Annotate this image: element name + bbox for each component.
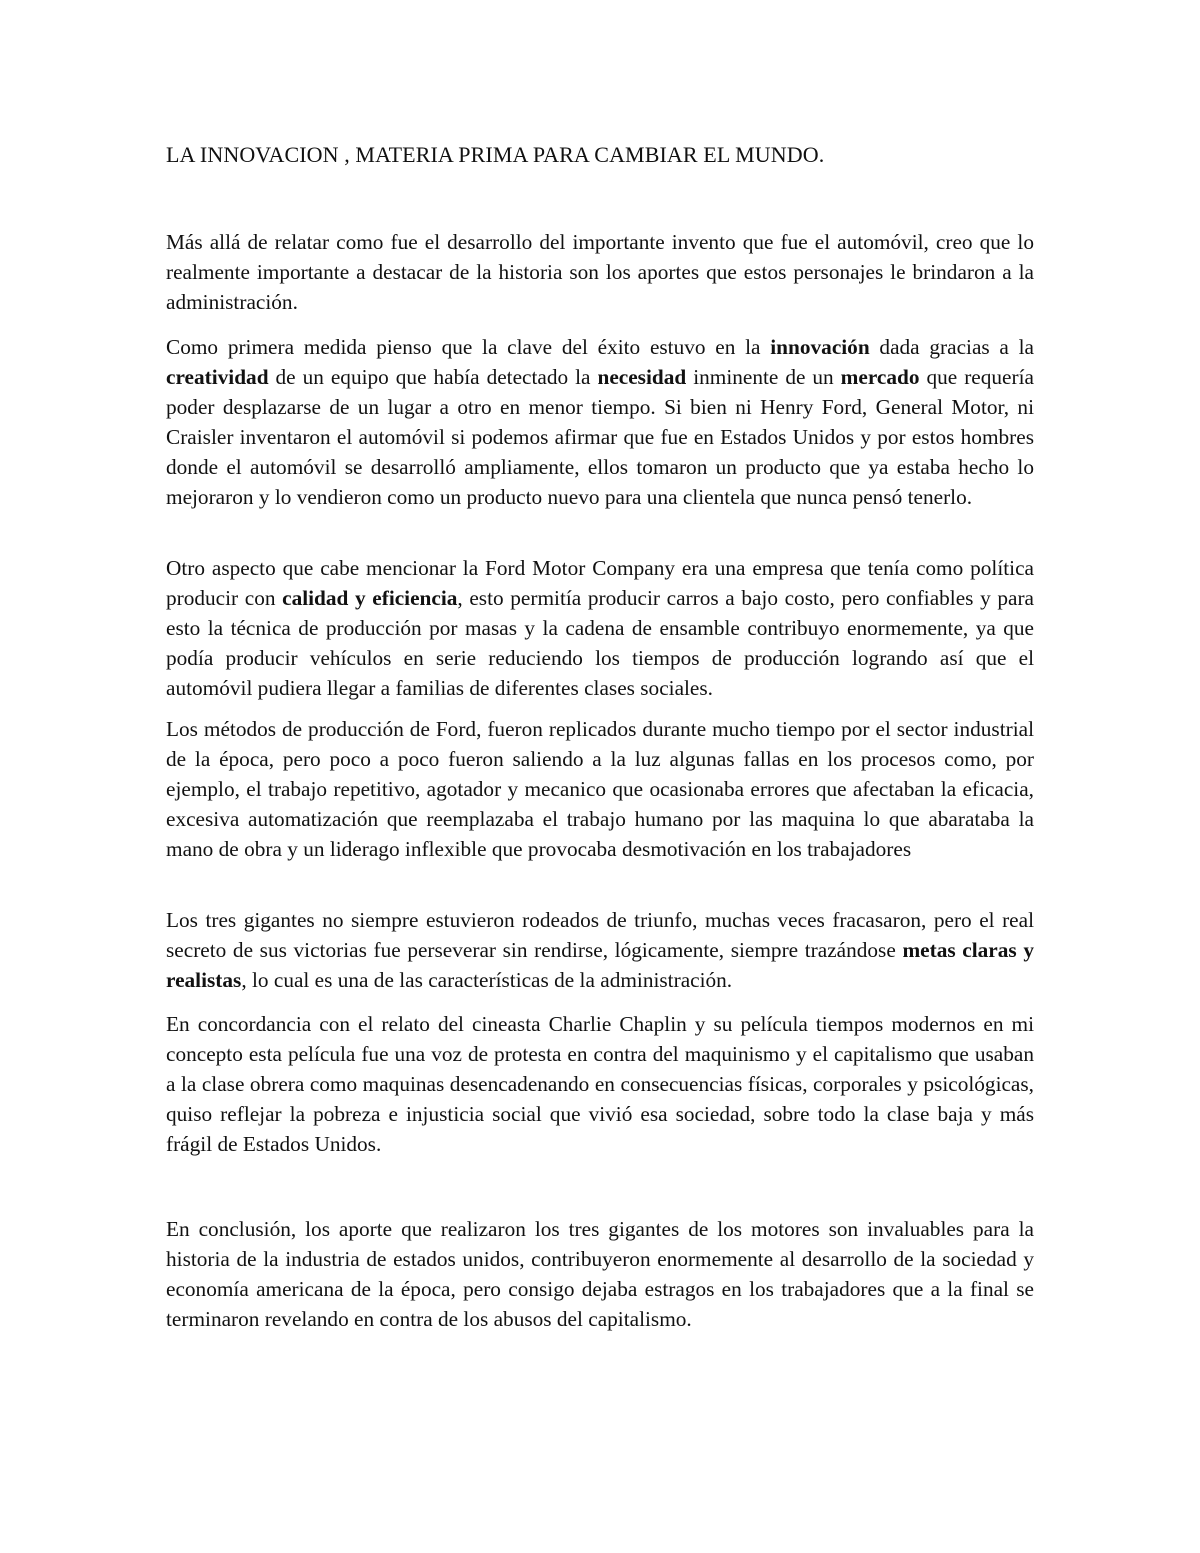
paragraph-text: dada gracias a la (869, 335, 1035, 359)
paragraph-text: En concordancia con el relato del cineasta Charlie Chaplin y su película tiempos modernos en mi concepto esta película fue una voz de protesta en contra del maquinismo y el capitalismo que usaban a la clase obrera como maquinas desencadenando en consecuencias físicas, corporales y psicológicas, quiso reflejar la pobreza e injusticia social que vivió esa sociedad, sobre todo la clase baja y más frágil de Estados Unidos. (166, 1012, 1034, 1156)
bold-term: calidad y eficiencia (282, 586, 458, 610)
paragraph-intro (166, 227, 1034, 317)
paragraph-chaplin (166, 1009, 1034, 1159)
paragraph-text: Como primera medida pienso que la clave del éxito estuvo en la (166, 335, 771, 359)
paragraph-text: Más allá de relatar como fue el desarrollo del importante invento que fue el automóvil, creo que lo realmente importante a destacar de la historia son los aportes que estos personajes le brindaron a la administración. (166, 230, 1034, 314)
paragraph-text: Los métodos de producción de Ford, fueron replicados durante mucho tiempo por el sector industrial de la época, pero poco a poco fueron saliendo a la luz algunas fallas en los procesos como, por ejemplo, el trabajo repetitivo, agotador y mecanico que ocasionaba errores que afectaban la eficacia, excesiva automatización que reemplazaba el trabajo humano por las maquina lo que abarataba la mano de obra y un liderago inflexible que provocaba desmotivación en los trabajadores (166, 717, 1034, 861)
paragraph-text: Otro aspecto que cabe mencionar la Ford Motor Company era una empresa que tenía como política producir con (166, 556, 1034, 610)
paragraph-conclusion (166, 1214, 1034, 1334)
bold-term: innovación (770, 335, 870, 359)
paragraph-text: Los tres gigantes no siempre estuvieron rodeados de triunfo, muchas veces fracasaron, pero el real secreto de sus victorias fue perseverar sin rendirse, lógicamente, siempre trazándose (166, 908, 1034, 962)
paragraph-three-giants (166, 905, 1034, 995)
bold-term: metas claras y realistas (166, 938, 1034, 992)
paragraph-text: inminente de un (686, 365, 841, 389)
paragraph-text: que requería poder desplazarse de un lugar a otro en menor tiempo. Si bien ni Henry Ford, General Motor, ni Craisler inventaron el automóvil si podemos afirmar que fue en Estados Unidos y por estos hombres donde el automóvil se desarrolló ampliamente, ellos tomaron un producto que ya estaba hecho lo mejoraron y lo vendieron como un producto nuevo para una clientela que nunca pensó tenerlo. (166, 365, 1034, 509)
paragraph-text: En conclusión, los aporte que realizaron los tres gigantes de los motores son invaluables para la historia de la industria de estados unidos, contribuyeron enormemente al desarrollo de la sociedad y economía americana de la época, pero consigo dejaba estragos en los trabajadores que a la final se terminaron revelando en contra de los abusos del capitalismo. (166, 1217, 1034, 1331)
document-title: LA INNOVACION , MATERIA PRIMA PARA CAMBIAR EL MUNDO. (166, 142, 825, 167)
paragraph-ford-methods (166, 714, 1034, 864)
paragraph-text: , esto permitía producir carros a bajo costo, pero confiables y para esto la técnica de producción por masas y la cadena de ensamble contribuyo enormemente, ya que podía producir vehículos en serie reduciendo los tiempos de producción logrando así que el automóvil pudiera llegar a familias de diferentes clases sociales. (166, 586, 1034, 700)
bold-term: necesidad (597, 365, 687, 389)
bold-term: creatividad (166, 365, 269, 389)
paragraph-innovation (166, 332, 1034, 512)
paragraph-ford-quality (166, 553, 1034, 703)
paragraph-text: , lo cual es una de las características de la administración. (241, 968, 733, 992)
bold-term: mercado (840, 365, 920, 389)
paragraph-text: de un equipo que había detectado la (268, 365, 598, 389)
